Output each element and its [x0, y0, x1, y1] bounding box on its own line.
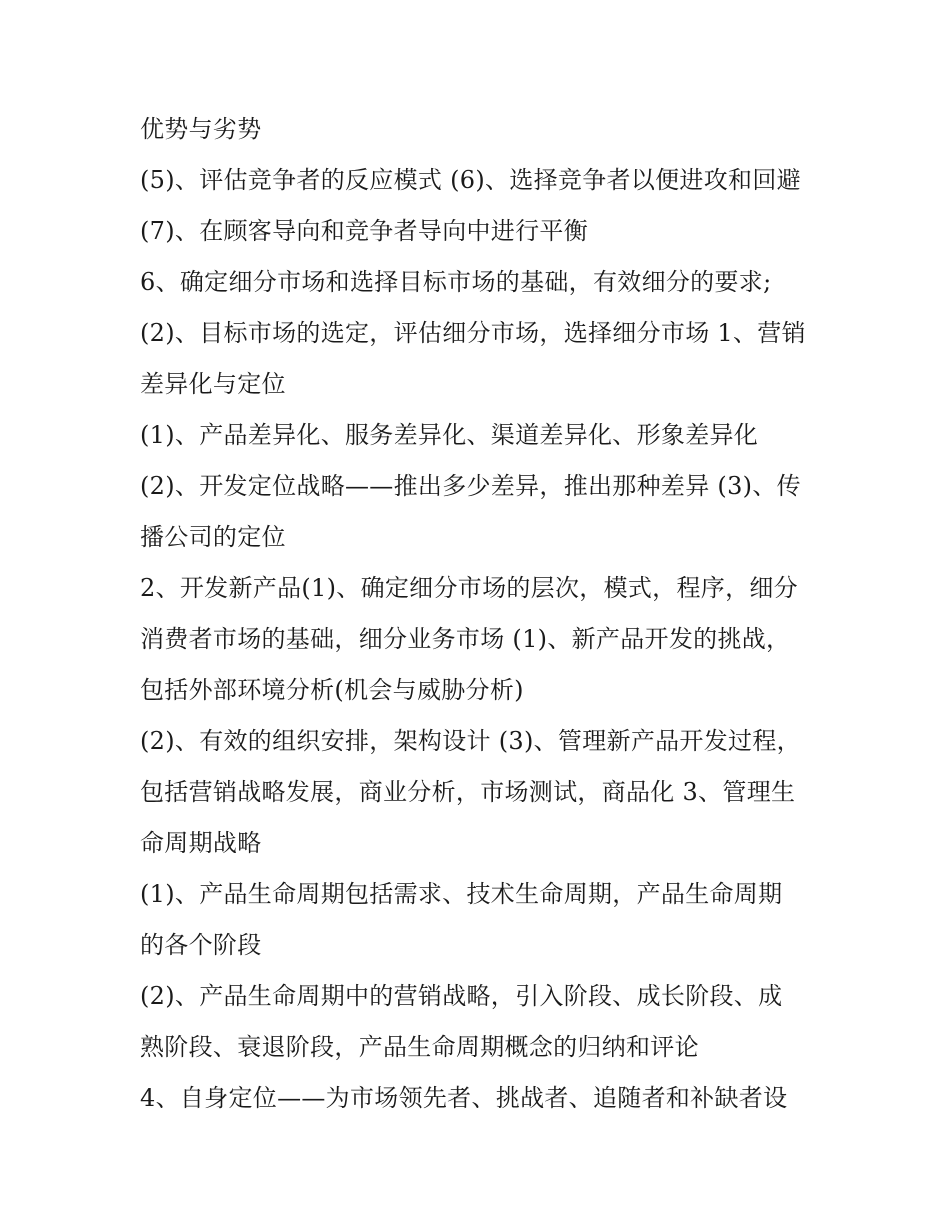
text-line: 包括营销战略发展，商业分析，市场测试，商品化 3、管理生 — [140, 778, 796, 806]
text-line: 4、自身定位——为市场领先者、挑战者、追随者和补缺者设 — [140, 1084, 788, 1112]
text-line: 熟阶段、衰退阶段，产品生命周期概念的归纳和评论 — [140, 1033, 699, 1061]
text-line: (2)、目标市场的选定，评估细分市场，选择细分市场 1、营销 — [140, 319, 806, 347]
text-line: 命周期战略 — [140, 829, 262, 857]
document-body — [140, 104, 820, 1124]
text-line: (7)、在顾客导向和竞争者导向中进行平衡 — [140, 217, 588, 245]
text-line: 6、确定细分市场和选择目标市场的基础，有效细分的要求; — [140, 268, 772, 296]
text-line: (2)、开发定位战略——推出多少差异，推出那种差异 (3)、传 — [140, 472, 801, 500]
text-line: 播公司的定位 — [140, 523, 286, 551]
text-line: 包括外部环境分析(机会与威胁分析) — [140, 676, 524, 704]
text-line: (1)、产品差异化、服务差异化、渠道差异化、形象差异化 — [140, 421, 759, 449]
text-line: (2)、有效的组织安排，架构设计 (3)、管理新产品开发过程， — [140, 727, 801, 755]
text-line: (1)、产品生命周期包括需求、技术生命周期，产品生命周期 — [140, 880, 783, 908]
text-line: 消费者市场的基础，细分业务市场 (1)、新产品开发的挑战， — [140, 625, 791, 653]
text-line: 2、开发新产品(1)、确定细分市场的层次，模式，程序，细分 — [140, 574, 798, 602]
text-line: 的各个阶段 — [140, 931, 262, 959]
text-line: 优势与劣势 — [140, 115, 262, 143]
text-line: 差异化与定位 — [140, 370, 286, 398]
text-line: (5)、评估竞争者的反应模式 (6)、选择竞争者以便进攻和回避 — [140, 166, 801, 194]
text-line: (2)、产品生命周期中的营销战略，引入阶段、成长阶段、成 — [140, 982, 783, 1010]
